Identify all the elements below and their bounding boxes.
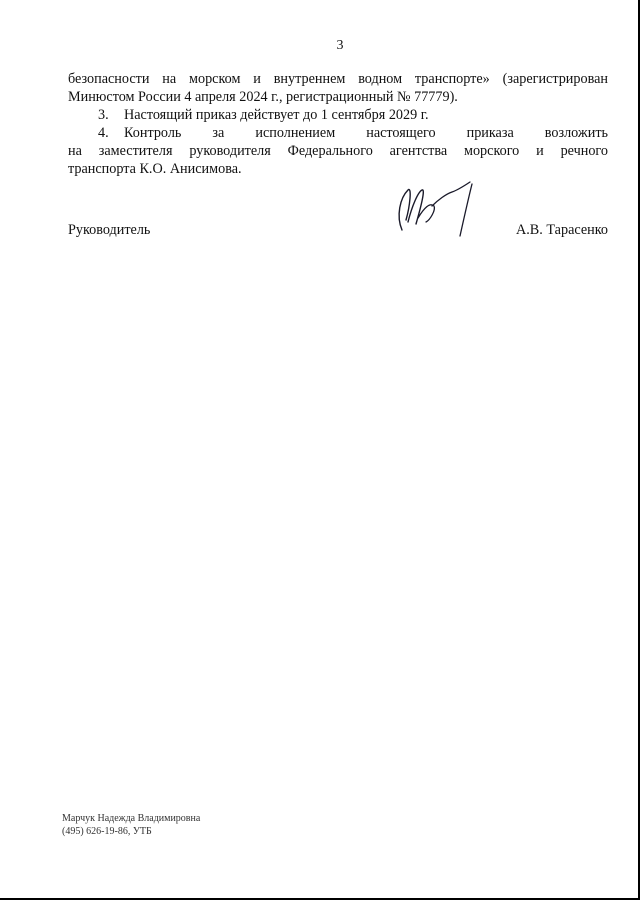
paragraph-2-line-2: Минюстом России 4 апреля 2024 г., регистрационный № 77779). [68,89,458,105]
paragraph-4-number: 4. [98,125,109,141]
paragraph-4-line-1 [68,124,608,142]
page-number: 3 [336,38,344,53]
paragraph-3-text: Настоящий приказ действует до 1 сентября 2029 г. [124,107,429,123]
executor-contact: (495) 626-19-86, УТБ [62,826,152,837]
signature-row [68,222,608,242]
paragraph-3-number: 3. [98,107,109,123]
paragraph-4-line-2: на заместителя руководителя Федерального агентства морского и речного [68,143,608,159]
paragraph-3 [68,106,608,124]
signatory-title: Руководитель [68,222,151,238]
signatory-name: А.В. Тарасенко [516,222,608,238]
document-body [68,70,608,178]
paragraph-4-line-3: транспорта К.О. Анисимова. [68,161,242,177]
executor-info [62,812,200,838]
paragraph-4-text-1: Контроль за исполнением настоящего приказа возложить [124,125,608,141]
paragraph-2-line-1: безопасности на морском и внутреннем водном транспорте» (зарегистрирован [68,71,608,87]
executor-name: Марчук Надежда Владимировна [62,813,201,824]
